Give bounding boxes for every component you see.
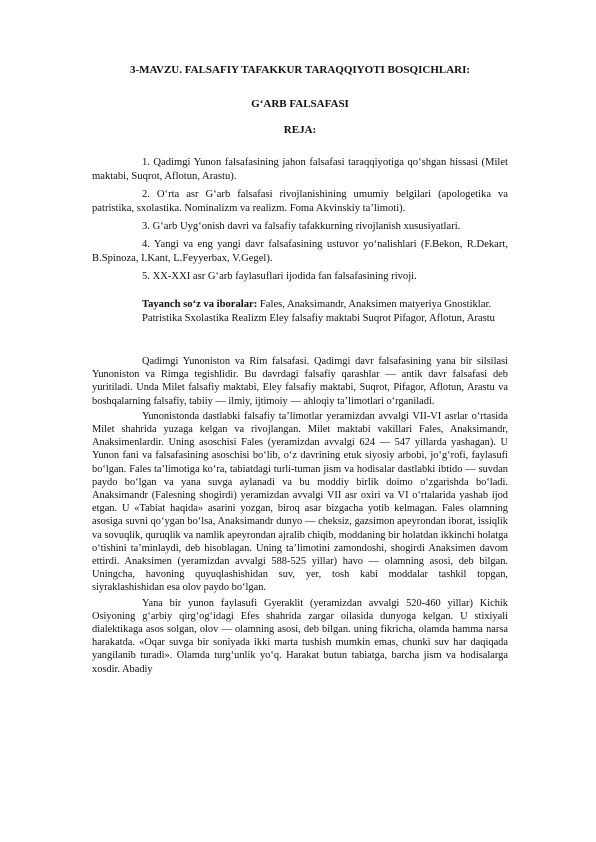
plan-item: 1. Qadimgi Yunon falsafasining jahon falsafasi taraqqiyotiga qo‘shgan hissasi (Milet maktabi, Suqrot, Aflotun, Arastu). (92, 157, 508, 182)
plan-item: 2. O‘rta asr G‘arb falsafasi rivojlanishining umumiy belgilari (apologetika va patristika, sxolastika. Nominalizm va realizm. Foma Akvinskiy ta’limoti). (92, 189, 508, 214)
key-terms (92, 298, 508, 326)
plan-item: 5. XX-XXI asr G‘arb faylasuflari ijodida fan falsafasining rivoji. (142, 271, 417, 282)
plan-list (92, 156, 508, 288)
key-terms-text: Fales, Anaksimandr, Anaksimen matyeriya Gnostiklar. (257, 299, 492, 310)
plan-heading: REJA: (283, 124, 317, 136)
plan-item: 4. Yangi va eng yangi davr falsafasining ustuvor yo‘nalishlari (F.Bekon, R.Dekart, B.Spinoza, I.Kant, L.Feyyerbax, V.Gegel). (92, 239, 508, 264)
paragraph: Yunonistonda dastlabki falsafiy ta’limotlar yeramizdan avvalgi VII-VI asrlar o‘rtasida Milet shahrida yuzaga kelgan va rivojlangan. Milet maktabi vakillari Fales, Anaksimandr, Anaksimenlardir. Uning asoschisi Fales (yeramizdan avvalgi 624 — 547 yillarda yashagan). U Yunon fani va falsafasining asoschisi bo‘lib, o‘z davrining etuk siyosiy arbobi, jo‘g‘rofi, faylasufi bo‘lgan. Fales ta’limotiga ko‘ra, tabiatdagi turli-tuman jism va hodisalar dastlabki ibtido — suvdan paydo bo‘lgan va yana suvga aylanadi va bu moddiy birlik doimo o‘zgarishda bo‘ladi. Anaksimandr (Falesning shogirdi) yeramizdan avvalgi VII asr oxiri va VI o‘rtalarida yashab ijod etgan. U «Tabiat haqida» asarini yozgan, biroq asar bizgacha yotib kelmagan. Fales olamning asosiga suvni qo‘ygan bo‘lsa, Anaksimandr dunyo — cheksiz, gazsimon apeyrondan iborat, issiqlik va sovuqlik, quruqlik va namlik apeyrondan ajralib chiqib, moddaning bir holatdan ikkinchi holatga o‘tishini ta’minlaydi, deb hisoblagan. Uning ta’limotini zamondoshi, shogirdi Anaksimen davom ettirdi. Anaksimen (yeramizdan avvalgi 588-525 yillar) havo — olamning asosi, deb bilgan. Uningcha, havoning quyuqlashishidan suv, yer, tosh kabi moddalar tashkil topgan, siyraklashishidan esa olov paydo bo‘lgan. (92, 410, 508, 594)
key-terms-label: Tayanch so‘z va iboralar: (142, 299, 258, 310)
paragraph: Qadimgi Yunoniston va Rim falsafasi. Qadimgi davr falsafasining yana bir silsilasi Yunoniston va Rimga tegishlidir. Bu davrdagi falsafiy qarashlar — antik davr falsafasi deb yuritiladi. Unda Milet falsafiy maktabi, Eley falsafiy maktabi, Suqrot, Pifagor, Aflotun, Arastu va boshqalarning falsafiy, tabiiy — ilmiy, ijtimoiy — ahloqiy ta’limotlari o‘rganiladi. (92, 356, 508, 407)
key-terms-line2: Patristika Sxolastika Realizm Eley falsafiy maktabi Suqrot Pifagor, Aflotun, Arastu (142, 313, 495, 324)
body-text (92, 355, 508, 678)
plan-item: 3. G‘arb Uyg‘onish davri va falsafiy tafakkurning rivojlanish xususiyatlari. (142, 221, 461, 232)
section-title: G‘ARB FALSAFASI (251, 98, 349, 110)
paragraph: Yana bir yunon faylasufi Gyeraklit (yeramizdan avvalgi 520-460 yillar) Kichik Osiyoning g‘arbiy qirg‘og‘idagi Efes shahrida zargar oilasida dunyoga kelgan. U stixiyali dialektikaga asos solgan, olov — olamning asosi, deb bilgan. uning fikricha, olamda hamma narsa harakatda. «Oqar suvga bir soniyada ikki marta tushish mumkin emas, chunki suv har daqiqada yangilanib turadi». Olamda turg‘unlik yo‘q. Harakat butun tabiatga, barcha jism va hodisalarga xosdir. Abadiy (92, 597, 508, 675)
key-terms-line1 (92, 298, 508, 312)
topic-title: 3-MAVZU. FALSAFIY TAFAKKUR TARAQQIYOTI BOSQICHLARI: (129, 64, 471, 76)
